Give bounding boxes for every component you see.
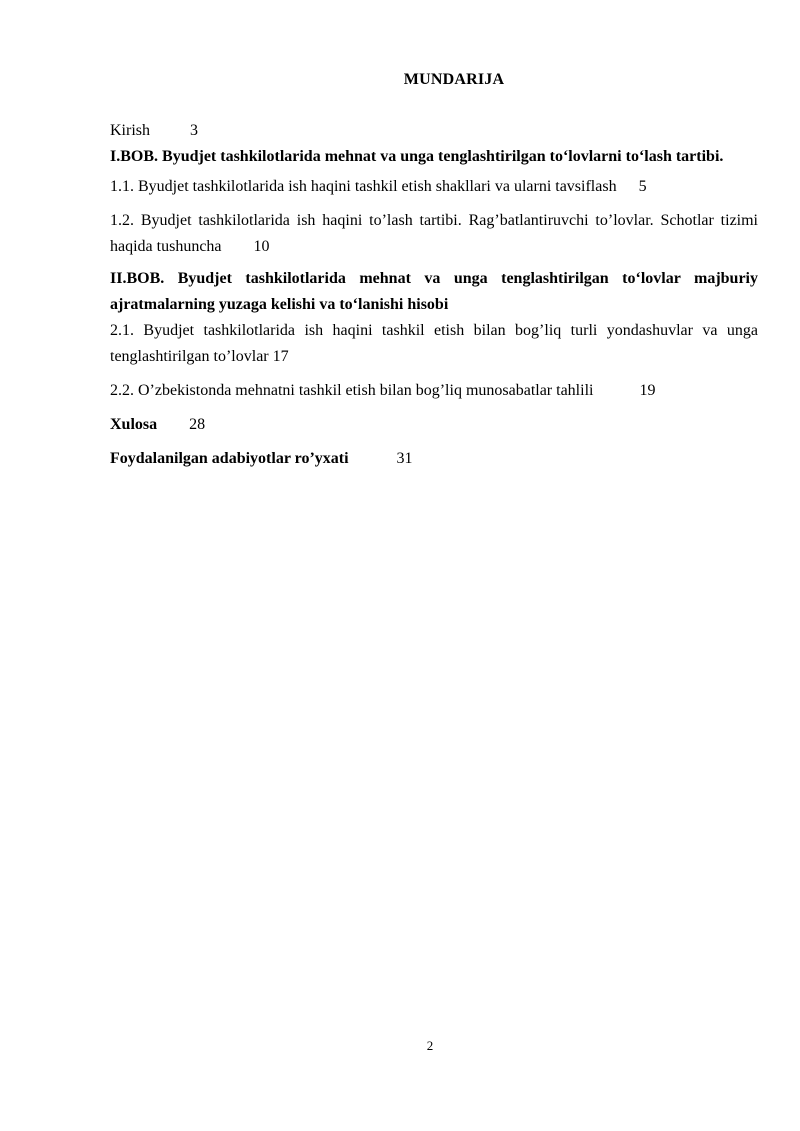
toc-entry-section-2-1 — [110, 318, 758, 370]
toc-entry-section-1-1 — [110, 174, 758, 200]
toc-entry-text: 1.2. Byudjet tashkilotlarida ish haqini to’lash tartibi. Rag’batlantiruvchi to’lovlar. Schotlar tizimi haqida tushuncha — [110, 212, 758, 255]
toc-entry-conclusion — [110, 412, 758, 438]
toc-entry-chapter-2 — [110, 266, 758, 318]
toc-entry-page: 17 — [272, 348, 289, 365]
page-title: MUNDARIJA — [403, 71, 505, 88]
table-of-contents — [110, 118, 758, 472]
toc-entry-page: 19 — [639, 382, 656, 399]
toc-entry-text: II.BOB. Byudjet tashkilotlarida mehnat va unga tenglashtirilgan to‘lovlar majburiy ajratmalarning yuzaga kelishi va to‘lanishi hisobi — [110, 270, 758, 313]
toc-entry-text: 1.1. Byudjet tashkilotlarida ish haqini tashkil etish shakllari va ularni tavsiflash — [110, 178, 617, 195]
toc-entry-text: Kirish — [110, 122, 150, 139]
toc-entry-page: 5 — [638, 178, 647, 195]
page-number: 2 — [426, 1038, 434, 1053]
toc-entry-introduction — [110, 118, 758, 144]
toc-entry-section-2-2 — [110, 378, 758, 404]
toc-entry-page: 3 — [190, 122, 198, 139]
toc-entry-section-1-2 — [110, 208, 758, 260]
toc-entry-references — [110, 446, 758, 472]
toc-entry-text: 2.1. Byudjet tashkilotlarida ish haqini tashkil etish bilan bog’liq turli yondashuvlar va unga tenglashtirilgan to’lovlar — [110, 322, 758, 365]
toc-entry-page: 28 — [189, 416, 206, 433]
toc-entry-text: I.BOB. Byudjet tashkilotlarida mehnat va unga tenglashtirilgan to‘lovlarni to‘lash tartibi. — [110, 148, 724, 165]
toc-entry-text: 2.2. O’zbekistonda mehnatni tashkil etish bilan bog’liq munosabatlar tahlili — [110, 382, 594, 399]
toc-entry-text: Xulosa — [110, 416, 158, 433]
toc-entry-text: Foydalanilgan adabiyotlar ro’yxati — [110, 450, 349, 467]
toc-entry-page: 10 — [253, 238, 270, 255]
toc-entry-chapter-1 — [110, 144, 758, 170]
toc-entry-page: 31 — [396, 450, 413, 467]
